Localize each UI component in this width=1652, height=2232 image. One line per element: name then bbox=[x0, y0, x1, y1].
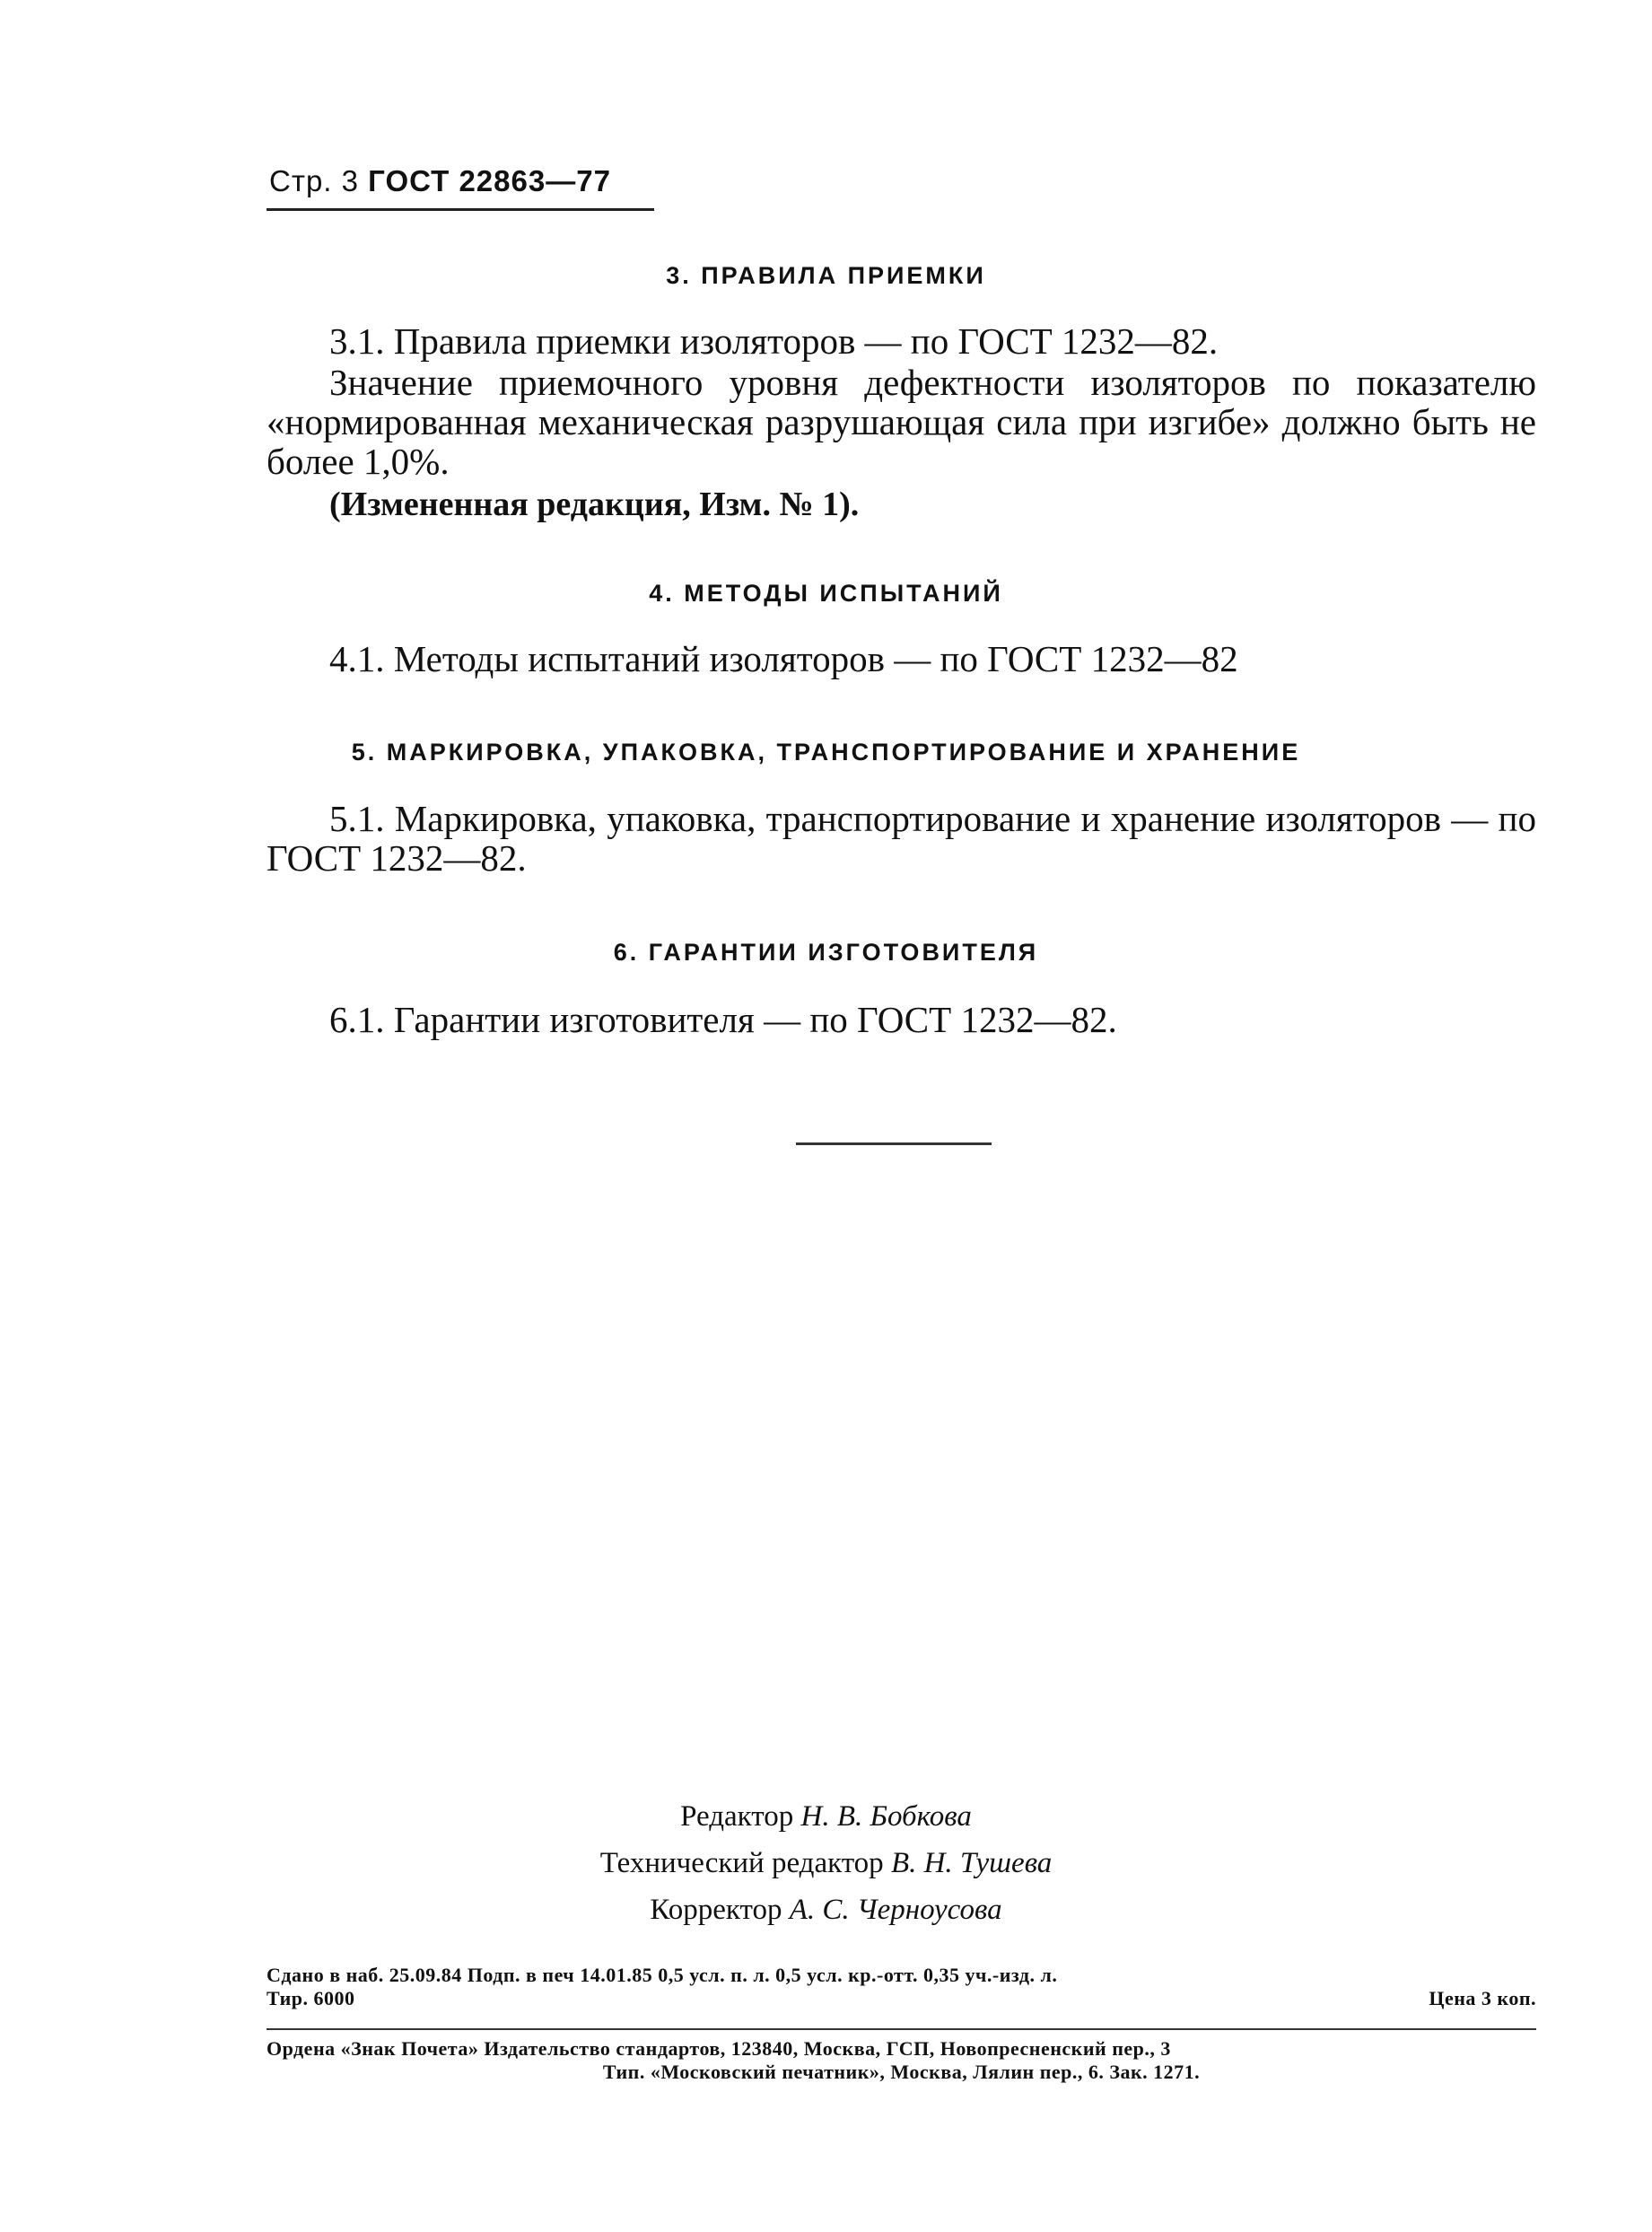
print-run: Тир. 6000 bbox=[267, 1987, 355, 2009]
editor-role: Редактор bbox=[680, 1800, 794, 1833]
section-3-para-2: Значение приемочного уровня дефектности изоляторов по показателю «нормированная механическая разрушающая сила при изгибе» должно быть не более 1,0%. bbox=[267, 362, 1536, 482]
page-label: Стр. 3 bbox=[269, 164, 359, 197]
section-5-para-1: 5.1. Маркировка, упаковка, транспортирование и хранение изоляторов — по ГОСТ 1232—82. bbox=[267, 798, 1536, 879]
imprint-line-4: Тип. «Московский печатник», Москва, Лялин пер., 6. Зак. 1271. bbox=[602, 2061, 1201, 2083]
imprint-divider bbox=[267, 2028, 1536, 2030]
corrector-role: Корректор bbox=[650, 1894, 782, 1926]
tech-editor-name: В. Н. Тушева bbox=[890, 1847, 1053, 1879]
page-header bbox=[269, 164, 611, 198]
section-4-para-1: 4.1. Методы испытаний изоляторов — по ГОСТ 1232—82 bbox=[329, 638, 1238, 679]
header-underline bbox=[267, 208, 654, 211]
imprint-line-2 bbox=[267, 1987, 1536, 2010]
credit-corrector bbox=[0, 1886, 1652, 1933]
section-6-para-1: 6.1. Гарантии изготовителя — по ГОСТ 1232—82. bbox=[329, 999, 1117, 1040]
imprint-line-1: Сдано в наб. 25.09.84 Подп. в печ 14.01.85 0,5 усл. п. л. 0,5 усл. кр.-отт. 0,35 уч.-изд. л. bbox=[267, 1964, 1058, 1986]
section-3-title: 3. ПРАВИЛА ПРИЕМКИ bbox=[666, 262, 986, 289]
tech-editor-role: Технический редактор bbox=[599, 1847, 884, 1879]
section-5-title: 5. МАРКИРОВКА, УПАКОВКА, ТРАНСПОРТИРОВАНИЕ И ХРАНЕНИЕ bbox=[351, 739, 1301, 766]
editor-name: Н. В. Бобкова bbox=[800, 1800, 972, 1833]
credits-block bbox=[0, 1793, 1652, 1933]
end-of-text-rule bbox=[796, 1142, 992, 1145]
section-3-amendment-note: (Измененная редакция, Изм. № 1). bbox=[329, 486, 860, 523]
section-6-title: 6. ГАРАНТИИ ИЗГОТОВИТЕЛЯ bbox=[613, 939, 1039, 966]
corrector-name: А. С. Черноусова bbox=[789, 1894, 1002, 1926]
credit-editor bbox=[0, 1793, 1652, 1840]
section-3-para-1: 3.1. Правила приемки изоляторов — по ГОСТ 1232—82. bbox=[329, 320, 1219, 362]
imprint-line-3: Ордена «Знак Почета» Издательство стандартов, 123840, Москва, ГСП, Новопресненский пер., 3 bbox=[267, 2037, 1171, 2060]
section-4-title: 4. МЕТОДЫ ИСПЫТАНИЙ bbox=[649, 580, 1003, 607]
standard-number: ГОСТ 22863—77 bbox=[368, 164, 611, 197]
credit-tech-editor bbox=[0, 1840, 1652, 1886]
price: Цена 3 коп. bbox=[1429, 1987, 1536, 2009]
